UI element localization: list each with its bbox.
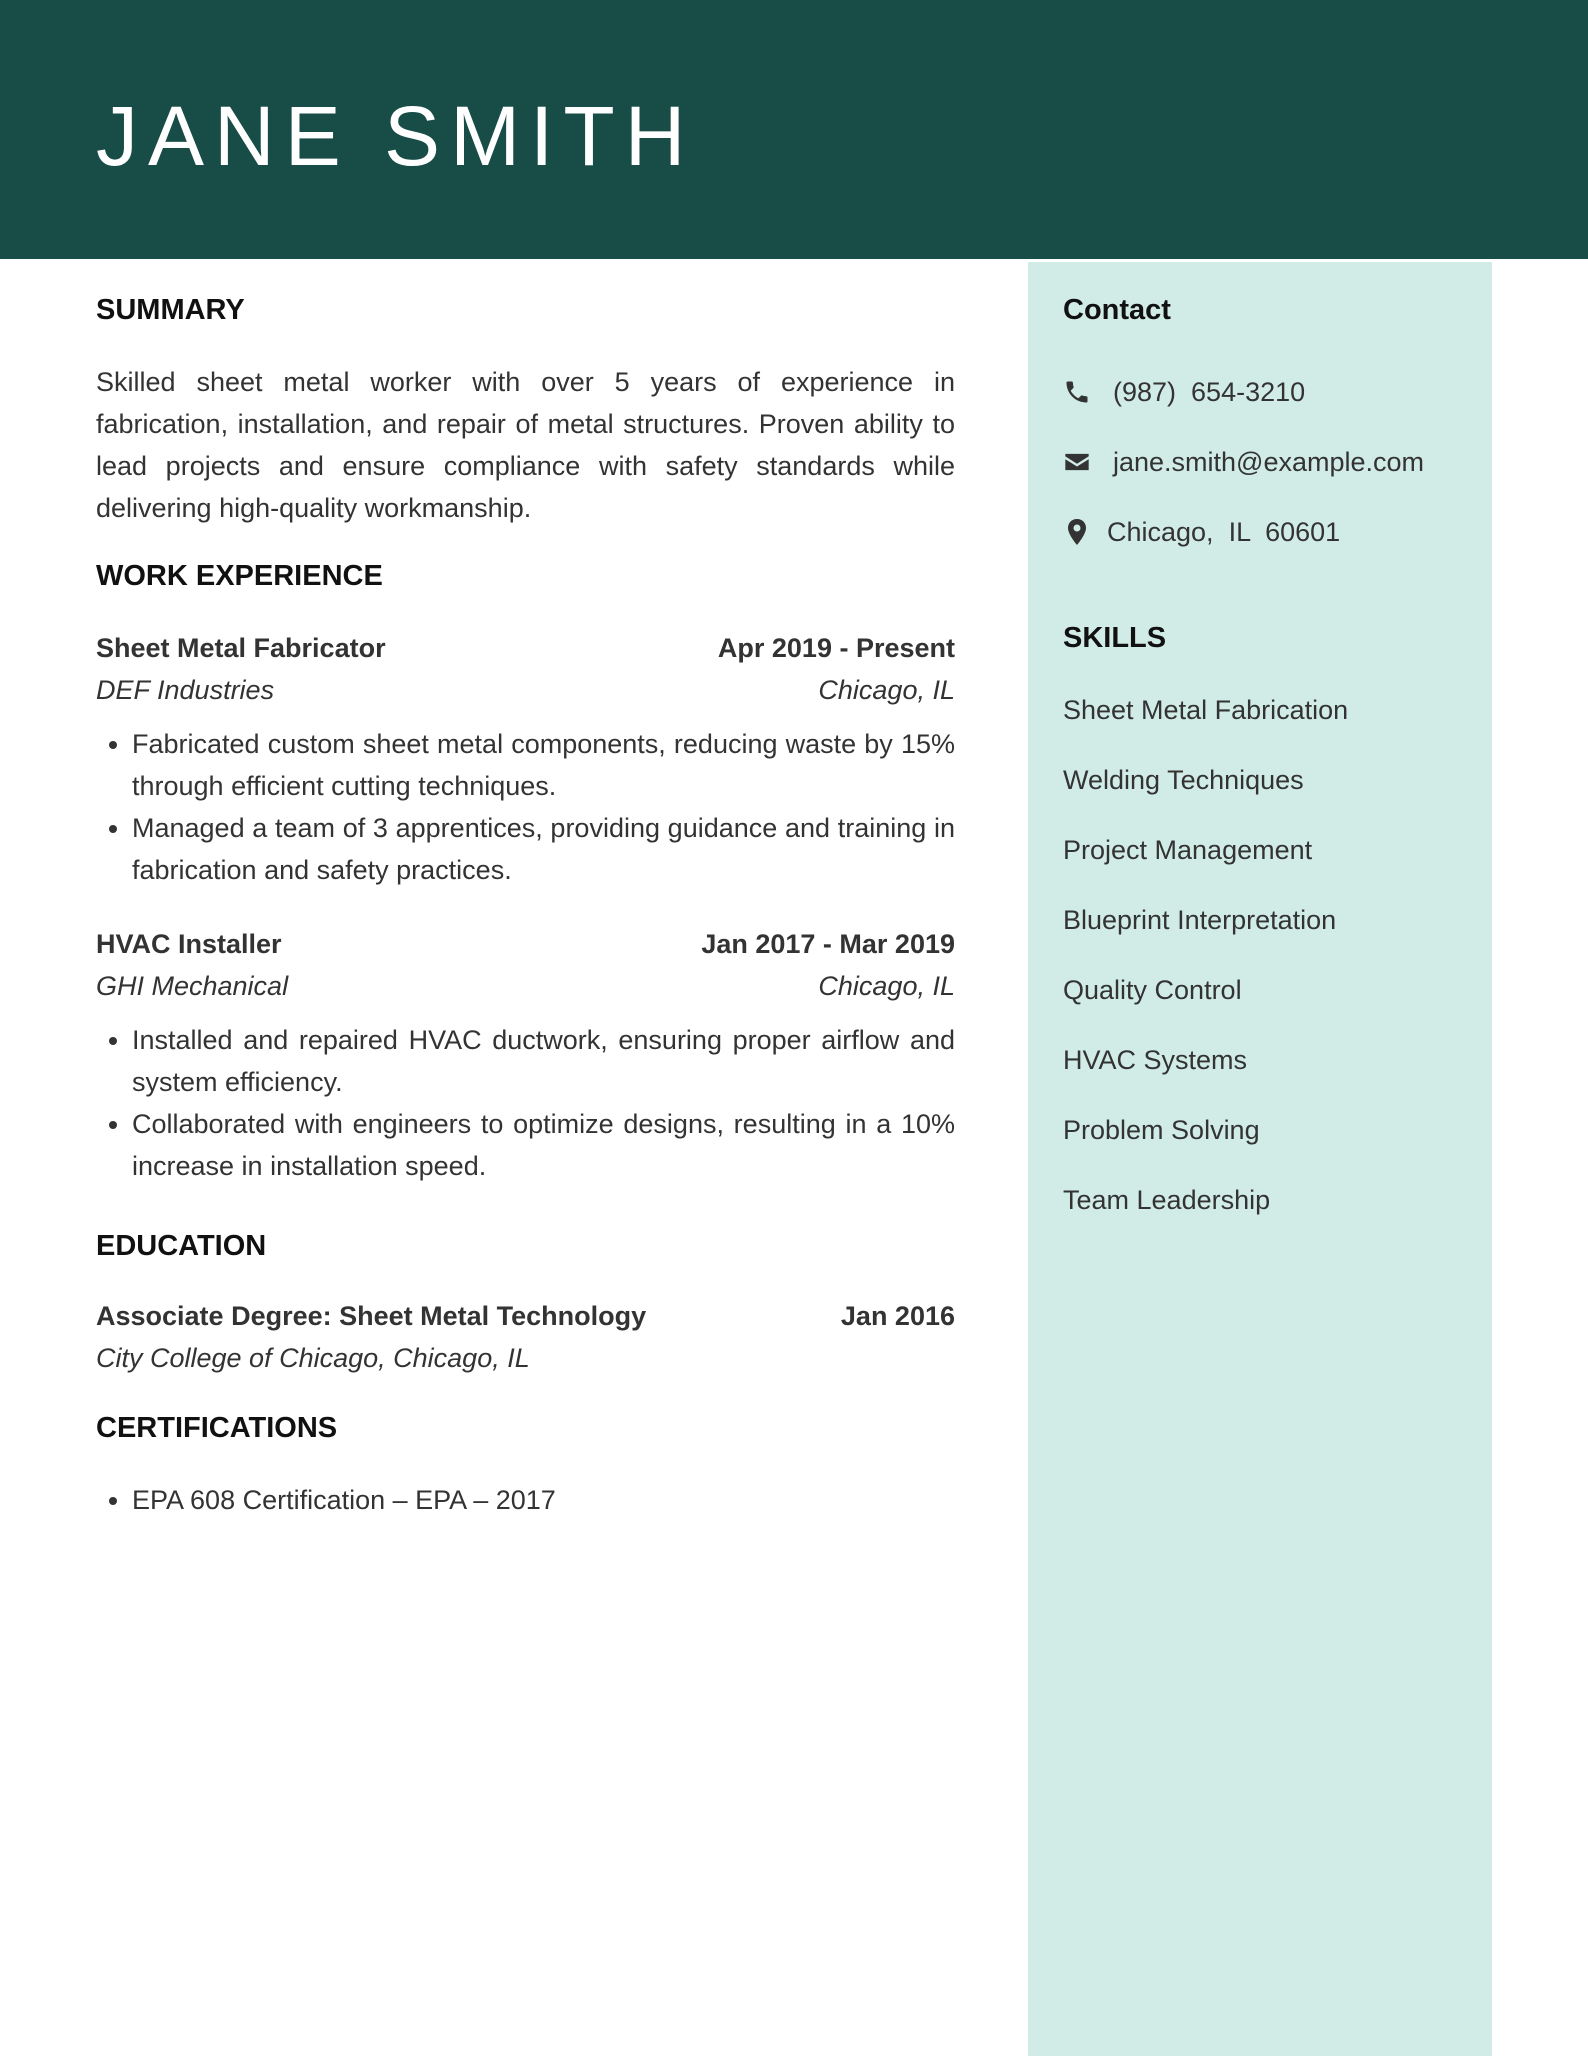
- job-entry: [96, 627, 955, 891]
- job-role: HVAC Installer: [96, 929, 282, 959]
- skill-item: Quality Control: [1063, 975, 1242, 1005]
- phone-icon: [1063, 378, 1091, 406]
- certifications-list: [96, 1479, 955, 1521]
- education-date: Jan 2016: [840, 1301, 955, 1331]
- skill-item: Team Leadership: [1063, 1185, 1271, 1215]
- job-bullet: • Installed and repaired HVAC ductwork, ensuring proper airflow and system efficiency.: [132, 1019, 955, 1103]
- contact-phone: [1063, 372, 1305, 412]
- contact-email-text[interactable]: jane.smith@example.com: [1113, 447, 1425, 477]
- skill-item: HVAC Systems: [1063, 1045, 1248, 1075]
- contact-phone-text: (987) 654-3210: [1113, 377, 1306, 407]
- skill-item: Welding Techniques: [1063, 765, 1304, 795]
- skills-title: SKILLS: [1063, 622, 1167, 654]
- job-bullets: [96, 1019, 955, 1187]
- experience-title: WORK EXPERIENCE: [96, 560, 383, 592]
- skill-item: Blueprint Interpretation: [1063, 905, 1337, 935]
- job-dates: Jan 2017 - Mar 2019: [701, 929, 955, 959]
- education-entry: [96, 1295, 955, 1379]
- job-bullets: [96, 723, 955, 891]
- education-school: City College of Chicago, Chicago, IL: [96, 1343, 530, 1373]
- sidebar: [1028, 262, 1492, 2056]
- skills-list: [1063, 690, 1348, 1250]
- summary-text: Skilled sheet metal worker with over 5 years of experience in fabrication, installation, and repair of metal structures. Proven ability to lead projects and ensure compliance with safety standards while delivering high-quality workmanship.: [96, 367, 955, 523]
- certifications-title: CERTIFICATIONS: [96, 1412, 338, 1444]
- envelope-icon: [1063, 448, 1091, 476]
- job-bullet: • Managed a team of 3 apprentices, providing guidance and training in fabrication and safety practices.: [132, 807, 955, 891]
- map-marker-icon: [1063, 518, 1091, 546]
- job-location: Chicago, IL: [818, 675, 955, 705]
- job-bullet: • Fabricated custom sheet metal components, reducing waste by 15% through efficient cutting techniques.: [132, 723, 955, 807]
- job-company: GHI Mechanical: [96, 971, 289, 1001]
- skill-item: Problem Solving: [1063, 1115, 1260, 1145]
- summary-title: SUMMARY: [96, 294, 245, 326]
- skill-item: Sheet Metal Fabrication: [1063, 695, 1349, 725]
- job-entry: [96, 923, 955, 1187]
- contact-title: Contact: [1063, 294, 1171, 326]
- contact-location: [1063, 512, 1340, 552]
- education-degree: Associate Degree: Sheet Metal Technology: [96, 1301, 647, 1331]
- certification-item: • EPA 608 Certification – EPA – 2017: [132, 1479, 955, 1521]
- candidate-name: JANE SMITH: [96, 89, 696, 183]
- job-location: Chicago, IL: [818, 971, 955, 1001]
- job-bullet: • Collaborated with engineers to optimize designs, resulting in a 10% increase in installation speed.: [132, 1103, 955, 1187]
- header-banner: [0, 0, 1588, 259]
- job-role: Sheet Metal Fabricator: [96, 633, 386, 663]
- job-dates: Apr 2019 - Present: [717, 633, 955, 663]
- contact-email: [1063, 442, 1424, 482]
- education-title: EDUCATION: [96, 1230, 267, 1262]
- skill-item: Project Management: [1063, 835, 1313, 865]
- contact-location-text: Chicago, IL 60601: [1107, 517, 1341, 547]
- job-company: DEF Industries: [96, 675, 275, 705]
